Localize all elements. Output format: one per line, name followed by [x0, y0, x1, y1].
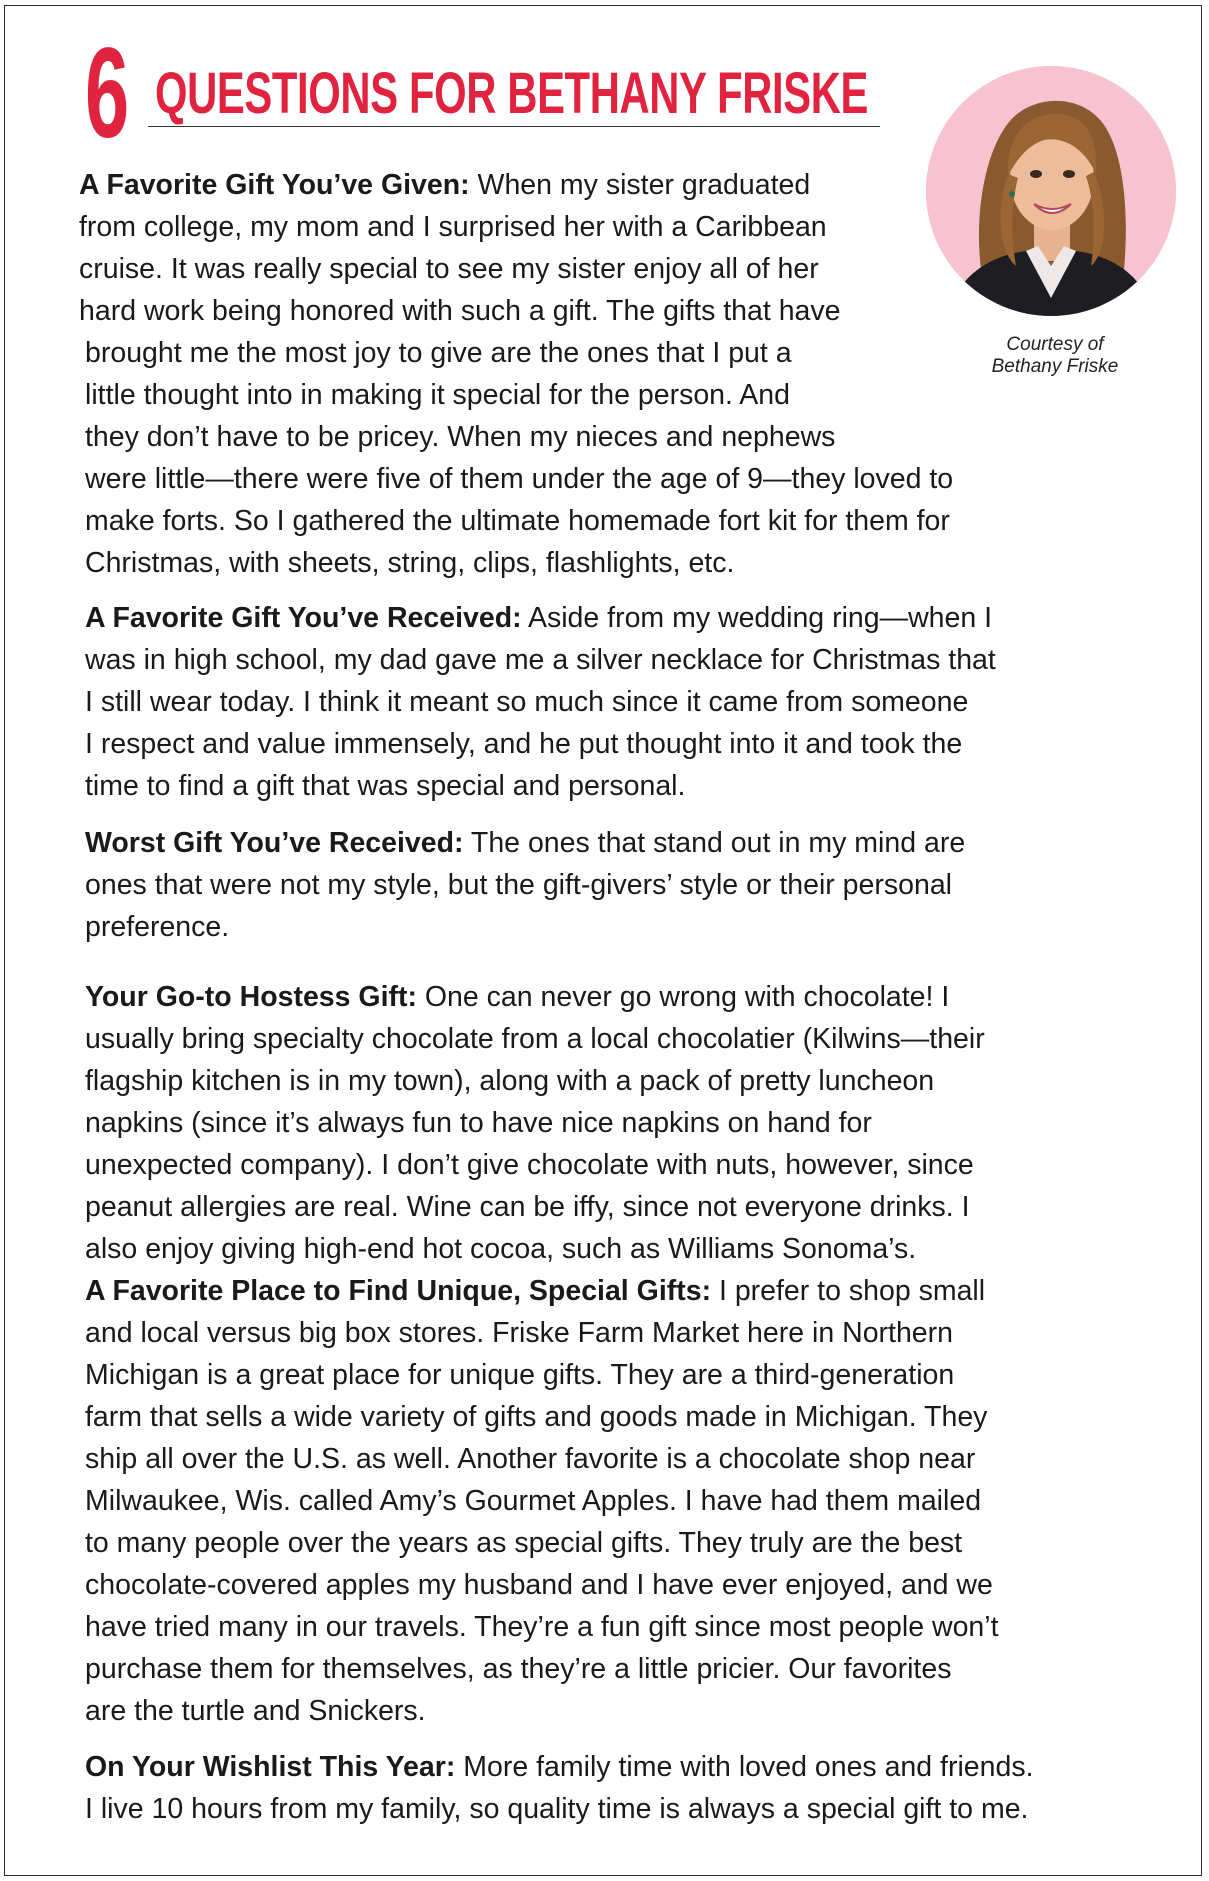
qa-question-label: A Favorite Gift You’ve Received: [85, 602, 522, 634]
photo-credit-line: Courtesy of [1006, 334, 1104, 355]
qa-answer-text: they don’t have to be pricey. When my nieces and nephews [85, 421, 836, 453]
question-count: 6 [85, 22, 130, 165]
qa-answer-text: Michigan is a great place for unique gifts. They are a third-generation [85, 1359, 955, 1391]
qa-answer-text: Christmas, with sheets, string, clips, flashlights, etc. [85, 547, 735, 579]
qa-question-label: A Favorite Place to Find Unique, Special Gifts: [85, 1275, 712, 1307]
qa-text-line [85, 765, 996, 807]
qa-answer-text: I live 10 hours from my family, so quality time is always a special gift to me. [85, 1793, 1029, 1825]
qa-text-line [85, 639, 996, 681]
qa-text-line [85, 1648, 999, 1690]
qa-answer-text: flagship kitchen is in my town), along with a pack of pretty luncheon [85, 1065, 935, 1097]
photo-credit-line: Bethany Friske [991, 356, 1119, 377]
qa-answer-text: from college, my mom and I surprised her with a Caribbean [79, 211, 827, 243]
qa-text-line [85, 1312, 999, 1354]
qa-text-line [85, 1354, 999, 1396]
qa-answer-text: More family time with loved ones and friends. [455, 1751, 1034, 1783]
qa-answer-text: usually bring specialty chocolate from a local chocolatier (Kilwins—their [85, 1023, 985, 1055]
qa-section [85, 976, 985, 1270]
qa-answer-text: I respect and value immensely, and he put thought into it and took the [85, 728, 963, 760]
qa-answer-text: little thought into in making it special for the person. And [85, 379, 790, 411]
qa-section [85, 822, 965, 948]
qa-text-line [85, 681, 996, 723]
qa-answer-text: peanut allergies are real. Wine can be iffy, since not everyone drinks. I [85, 1191, 970, 1223]
qa-section [85, 1270, 999, 1732]
qa-answer-text: purchase them for themselves, as they’re a little pricier. Our favorites [85, 1653, 952, 1685]
qa-text-line [79, 248, 953, 290]
qa-answer-text: also enjoy giving high-end hot cocoa, such as Williams Sonoma’s. [85, 1233, 917, 1265]
article-header [85, 22, 880, 165]
qa-text-line [85, 597, 996, 639]
qa-text-line [85, 332, 953, 374]
qa-answer-text: chocolate-covered apples my husband and I have ever enjoyed, and we [85, 1569, 993, 1601]
qa-answer-text: Aside from my wedding ring—when I [521, 602, 993, 634]
qa-text-line [85, 723, 996, 765]
qa-text-line [85, 864, 965, 906]
qa-answer-text: ship all over the U.S. as well. Another favorite is a chocolate shop near [85, 1443, 976, 1475]
qa-answer-text: ones that were not my style, but the gift-givers’ style or their personal [85, 869, 953, 901]
qa-text-line [85, 1522, 999, 1564]
qa-text-line [85, 1228, 985, 1270]
qa-answer-text: to many people over the years as special gifts. They truly are the best [85, 1527, 963, 1559]
qa-section [85, 1746, 1034, 1830]
qa-answer-text: have tried many in our travels. They’re a fun gift since most people won’t [85, 1611, 999, 1643]
qa-text-line [85, 1606, 999, 1648]
qa-section [85, 597, 996, 807]
qa-answer-text: time to find a gift that was special and personal. [85, 770, 686, 802]
qa-answer-text: I still wear today. I think it meant so much since it came from someone [85, 686, 969, 718]
qa-answer-text: and local versus big box stores. Friske Farm Market here in Northern [85, 1317, 953, 1349]
qa-text-line [85, 416, 953, 458]
photo-credit [960, 334, 1150, 378]
page-title: QUESTIONS FOR BETHANY FRISKE [155, 61, 869, 126]
qa-section [79, 164, 954, 584]
qa-answer-text: farm that sells a wide variety of gifts and goods made in Michigan. They [85, 1401, 988, 1433]
qa-answer-text: The ones that stand out in my mind are [463, 827, 966, 859]
qa-text-line [85, 1186, 985, 1228]
qa-text-line [85, 1690, 999, 1732]
qa-text-line [85, 1144, 985, 1186]
qa-answer-text: Milwaukee, Wis. called Amy’s Gourmet Apples. I have had them mailed [85, 1485, 982, 1517]
qa-text-line [79, 206, 953, 248]
qa-answer-text: brought me the most joy to give are the ones that I put a [85, 337, 792, 369]
qa-text-line [85, 1746, 1034, 1788]
qa-text-line [85, 500, 953, 542]
qa-text-line [79, 164, 953, 206]
qa-text-line [85, 976, 985, 1018]
qa-answer-text: are the turtle and Snickers. [85, 1695, 426, 1727]
qa-text-line [85, 1788, 1034, 1830]
qa-answer-text: cruise. It was really special to see my sister enjoy all of her [79, 253, 819, 285]
qa-text-line [85, 458, 953, 500]
qa-text-line [85, 542, 953, 584]
qa-answer-text: hard work being honored with such a gift. The gifts that have [79, 295, 841, 327]
qa-answer-text: When my sister graduated [469, 169, 811, 201]
qa-text-line [85, 1270, 999, 1312]
qa-text-line [85, 822, 965, 864]
qa-question-label: A Favorite Gift You’ve Given: [79, 169, 470, 201]
qa-text-line [79, 290, 953, 332]
qa-text-line [85, 906, 965, 948]
qa-answer-text: napkins (since it’s always fun to have nice napkins on hand for [85, 1107, 872, 1139]
portrait-photo [926, 66, 1176, 316]
qa-answer-text: unexpected company). I don’t give chocolate with nuts, however, since [85, 1149, 974, 1181]
qa-text-line [85, 1060, 985, 1102]
qa-question-label: Your Go-to Hostess Gift: [85, 981, 417, 1013]
portrait-illustration [926, 66, 1176, 316]
qa-text-line [85, 1102, 985, 1144]
qa-text-line [85, 1480, 999, 1522]
qa-text-line [85, 1018, 985, 1060]
qa-text-line [85, 1396, 999, 1438]
qa-answer-text: One can never go wrong with chocolate! I [416, 981, 950, 1013]
qa-question-label: Worst Gift You’ve Received: [85, 827, 464, 859]
title-rule [148, 126, 880, 127]
qa-text-line [85, 1438, 999, 1480]
qa-text-line [85, 1564, 999, 1606]
qa-answer-text: were little—there were five of them under the age of 9—they loved to [85, 463, 954, 495]
qa-answer-text: was in high school, my dad gave me a silver necklace for Christmas that [85, 644, 996, 676]
qa-answer-text: preference. [85, 911, 230, 943]
qa-question-label: On Your Wishlist This Year: [85, 1751, 456, 1783]
qa-text-line [85, 374, 953, 416]
qa-answer-text: I prefer to shop small [711, 1275, 986, 1307]
qa-answer-text: make forts. So I gathered the ultimate homemade fort kit for them for [85, 505, 950, 537]
